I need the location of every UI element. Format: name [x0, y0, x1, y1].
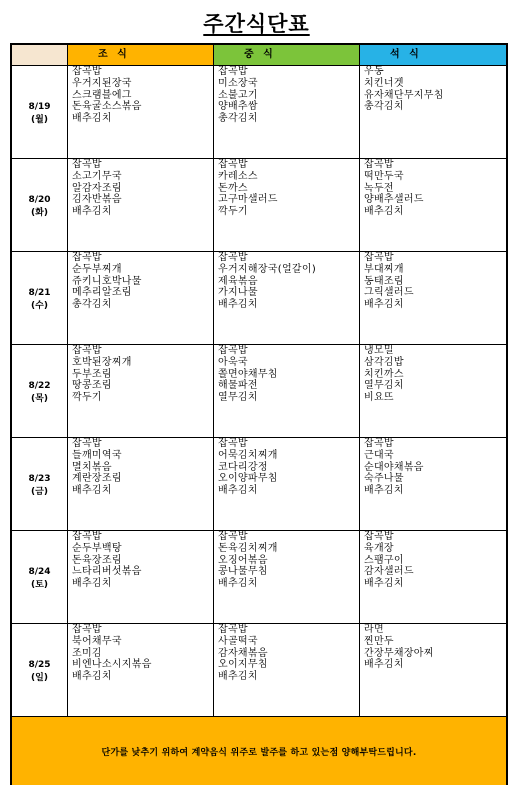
menu-item: 잡곡밥 — [72, 531, 102, 542]
lunch-menu-cell — [214, 438, 360, 531]
lunch-menu-cell — [214, 531, 360, 624]
menu-item: 쫄면야채무침 — [218, 368, 278, 380]
menu-item: 잡곡밥 — [364, 159, 394, 170]
weekday-text: (월) — [31, 115, 48, 125]
menu-item: 배추김치 — [364, 659, 404, 671]
menu-item: 떡만두국 — [364, 170, 404, 182]
menu-item: 녹두전 — [364, 182, 394, 194]
menu-item: 잡곡밥 — [218, 252, 248, 263]
menu-item: 비엔나소시지볶음 — [72, 659, 152, 671]
dinner-menu-cell — [360, 345, 506, 438]
menu-item: 어묵김치찌개 — [218, 449, 278, 461]
menu-item: 잡곡밥 — [72, 345, 102, 356]
menu-item: 간장무채장아찌 — [364, 647, 434, 659]
menu-item: 스크램블에그 — [72, 89, 132, 101]
weekday-text: (토) — [31, 580, 48, 590]
dinner-menu-cell — [360, 624, 506, 717]
menu-item: 감자샐러드 — [364, 566, 414, 578]
date-text: 8/21 — [28, 288, 51, 298]
menu-item: 양배추샐러드 — [364, 194, 424, 206]
menu-item: 배추김치 — [72, 113, 112, 125]
menu-item: 아욱국 — [218, 356, 248, 368]
menu-item: 배추김치 — [72, 206, 112, 218]
menu-item: 잡곡밥 — [218, 66, 248, 77]
dinner-menu-cell — [360, 531, 506, 624]
weekday-text: (화) — [31, 208, 48, 218]
menu-item: 해물파전 — [218, 380, 258, 392]
menu-item: 삼각김밥 — [364, 356, 404, 368]
menu-item: 열무김치 — [364, 380, 404, 392]
menu-item: 배추김치 — [218, 299, 258, 311]
menu-item: 치킨까스 — [364, 368, 404, 380]
breakfast-menu-cell — [68, 252, 214, 345]
menu-item: 배추김치 — [72, 485, 112, 497]
dinner-menu-cell — [360, 438, 506, 531]
date-text: 8/20 — [28, 195, 51, 205]
menu-item: 돈육장조림 — [72, 554, 122, 566]
menu-item: 깍두기 — [218, 206, 248, 218]
footer-notice-text: 단가를 낮추기 위하여 계약음식 위주로 발주를 하고 있는점 양해부탁드립니다. — [101, 747, 417, 758]
menu-item: 총각김치 — [72, 299, 112, 311]
menu-item: 느타리버섯볶음 — [72, 566, 142, 578]
date-cell — [12, 438, 68, 531]
menu-item: 부대찌개 — [364, 263, 404, 275]
menu-item: 근대국 — [364, 449, 394, 461]
menu-item: 치킨너겟 — [364, 77, 404, 89]
menu-item: 잡곡밥 — [364, 252, 394, 263]
menu-item: 코다리강정 — [218, 461, 268, 473]
menu-item: 가지나물 — [218, 287, 258, 299]
date-cell — [12, 159, 68, 252]
dinner-menu-cell — [360, 66, 506, 159]
menu-item: 배추김치 — [364, 578, 404, 590]
menu-item: 잡곡밥 — [218, 624, 248, 635]
menu-item: 그릭샐러드 — [364, 287, 414, 299]
menu-item: 들깨미역국 — [72, 449, 122, 461]
menu-item: 배추김치 — [364, 206, 404, 218]
menu-item: 콩나물무침 — [218, 566, 268, 578]
weekday-text: (일) — [31, 673, 48, 683]
menu-item: 찐만두 — [364, 635, 394, 647]
menu-item: 순두부찌개 — [72, 263, 122, 275]
lunch-menu-cell — [214, 624, 360, 717]
dinner-menu-cell — [360, 252, 506, 345]
menu-item: 오징어볶음 — [218, 554, 268, 566]
menu-item: 두부조림 — [72, 368, 112, 380]
breakfast-menu-cell — [68, 159, 214, 252]
menu-item: 잡곡밥 — [72, 438, 102, 449]
menu-item: 깍두기 — [72, 392, 102, 404]
menu-item: 잡곡밥 — [364, 531, 394, 542]
menu-item: 잡곡밥 — [72, 624, 102, 635]
header-corner — [12, 45, 68, 66]
menu-item: 라면 — [364, 624, 384, 635]
menu-item: 배추김치 — [72, 671, 112, 683]
menu-item: 잡곡밥 — [218, 438, 248, 449]
menu-item: 스팸구이 — [364, 554, 404, 566]
menu-item: 북어채무국 — [72, 635, 122, 647]
menu-item: 잡곡밥 — [72, 66, 102, 77]
date-text: 8/25 — [28, 660, 51, 670]
date-cell — [12, 531, 68, 624]
menu-item: 냉모밀 — [364, 345, 394, 356]
date-text: 8/19 — [28, 102, 51, 112]
date-cell — [12, 66, 68, 159]
menu-item: 육개장 — [364, 542, 394, 554]
menu-item: 잡곡밥 — [218, 531, 248, 542]
menu-item: 멸치볶음 — [72, 461, 112, 473]
footer-notice — [12, 717, 506, 785]
menu-item: 오이양파무침 — [218, 473, 278, 485]
menu-item: 잡곡밥 — [72, 252, 102, 263]
date-cell — [12, 345, 68, 438]
menu-item: 순대야채볶음 — [364, 461, 424, 473]
breakfast-menu-cell — [68, 66, 214, 159]
date-text: 8/23 — [28, 474, 51, 484]
menu-item: 오이지무침 — [218, 659, 268, 671]
menu-item: 순두부백탕 — [72, 542, 122, 554]
breakfast-menu-cell — [68, 345, 214, 438]
date-cell — [12, 624, 68, 717]
menu-item: 비요뜨 — [364, 392, 394, 404]
menu-item: 숙주나물 — [364, 473, 404, 485]
breakfast-menu-cell — [68, 624, 214, 717]
menu-item: 쥬키니호박나물 — [72, 275, 142, 287]
weekday-text: (목) — [31, 394, 48, 404]
dinner-menu-cell — [360, 159, 506, 252]
weekday-text: (수) — [31, 301, 48, 311]
menu-item: 잡곡밥 — [364, 438, 394, 449]
menu-item: 총각김치 — [364, 101, 404, 113]
menu-item: 돈육김치찌개 — [218, 542, 278, 554]
lunch-menu-cell — [214, 252, 360, 345]
breakfast-menu-cell — [68, 531, 214, 624]
menu-item: 김자반볶음 — [72, 194, 122, 206]
menu-item: 잡곡밥 — [218, 345, 248, 356]
menu-item: 우동 — [364, 66, 384, 77]
menu-item: 조미김 — [72, 647, 102, 659]
weekly-menu-table — [10, 43, 508, 785]
menu-item: 유자채단무지무침 — [364, 89, 444, 101]
menu-item: 제육볶음 — [218, 275, 258, 287]
menu-item: 미소장국 — [218, 77, 258, 89]
menu-item: 소고기무국 — [72, 170, 122, 182]
menu-item: 메추리알조림 — [72, 287, 132, 299]
date-text: 8/24 — [28, 567, 51, 577]
menu-item: 총각김치 — [218, 113, 258, 125]
menu-item: 소불고기 — [218, 89, 258, 101]
menu-item: 돈까스 — [218, 182, 248, 194]
header-lunch: 중 식 — [214, 45, 360, 66]
menu-item: 알감자조림 — [72, 182, 122, 194]
header-dinner: 석 식 — [360, 45, 506, 66]
weekday-text: (금) — [31, 487, 48, 497]
breakfast-menu-cell — [68, 438, 214, 531]
menu-item: 동태조림 — [364, 275, 404, 287]
menu-item: 배추김치 — [218, 671, 258, 683]
date-cell — [12, 252, 68, 345]
menu-item: 땅콩조림 — [72, 380, 112, 392]
menu-item: 호박된장찌개 — [72, 356, 132, 368]
menu-item: 배추김치 — [72, 578, 112, 590]
header-breakfast: 조 식 — [68, 45, 214, 66]
date-text: 8/22 — [28, 381, 51, 391]
menu-item: 양배추쌈 — [218, 101, 258, 113]
menu-item: 잡곡밥 — [218, 159, 248, 170]
lunch-menu-cell — [214, 345, 360, 438]
menu-item: 잡곡밥 — [72, 159, 102, 170]
page-title-text: 주간식단표 — [203, 12, 310, 36]
menu-item: 배추김치 — [218, 485, 258, 497]
menu-item: 열무김치 — [218, 392, 258, 404]
menu-item: 우거지된장국 — [72, 77, 132, 89]
lunch-menu-cell — [214, 66, 360, 159]
menu-item: 사골떡국 — [218, 635, 258, 647]
menu-item: 배추김치 — [364, 299, 404, 311]
menu-item: 배추김치 — [364, 485, 404, 497]
page-title — [0, 8, 513, 38]
menu-item: 우거지해장국(얼갈이) — [218, 263, 317, 275]
menu-item: 카레소스 — [218, 170, 258, 182]
menu-item: 감자채볶음 — [218, 647, 268, 659]
menu-item: 배추김치 — [218, 578, 258, 590]
lunch-menu-cell — [214, 159, 360, 252]
menu-item: 고구마샐러드 — [218, 194, 278, 206]
menu-item: 계란장조림 — [72, 473, 122, 485]
menu-item: 돈육굴소스볶음 — [72, 101, 142, 113]
